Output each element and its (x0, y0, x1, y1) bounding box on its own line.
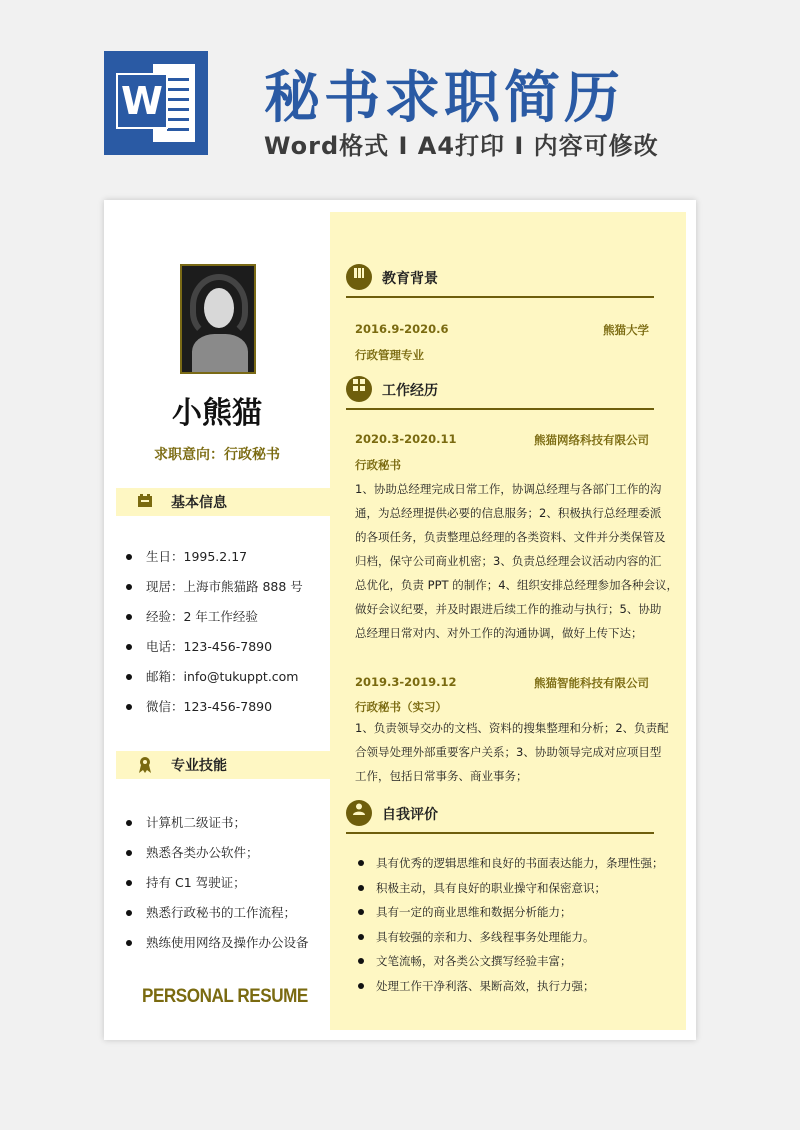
work-header (346, 376, 654, 410)
job-description (355, 716, 669, 788)
avatar (180, 264, 256, 374)
info-email: 邮箱：info@tukuppt.com (122, 662, 303, 692)
job-line: 归档，保守公司商业机密；3、负责总经理会议活动内容的汇 (355, 554, 662, 568)
education-row (355, 322, 649, 336)
self-eval-header (346, 800, 654, 834)
basic-info-list (122, 542, 303, 722)
graduation-icon (346, 264, 372, 290)
job-company: 熊猫网络科技有限公司 (534, 433, 649, 447)
job-position: 行政秘书（实习） (355, 700, 447, 714)
resume-page (104, 200, 696, 1040)
skill-item: 计算机二级证书； (122, 808, 309, 838)
info-wechat: 微信：123-456-7890 (122, 692, 303, 722)
id-card-icon (136, 493, 154, 511)
job-description (355, 477, 679, 645)
job-row (355, 675, 649, 689)
job-line: 1、负责领导交办的文档、资料的搜集整理和分析；2、负责配 (355, 721, 669, 735)
person-icon (346, 800, 372, 826)
skill-item: 持有 C1 驾驶证； (122, 868, 309, 898)
banner-title: 秘书求职简历 (264, 66, 624, 131)
job-period: 2020.3-2020.11 (355, 432, 457, 446)
self-eval-title: 自我评价 (382, 807, 438, 823)
job-intent: 求职意向：行政秘书 (154, 447, 280, 463)
job-position: 行政秘书 (355, 458, 401, 472)
self-eval-list (354, 851, 664, 998)
job-company: 熊猫智能科技有限公司 (534, 676, 649, 690)
skill-item: 熟练使用网络及操作办公设备 (122, 928, 309, 958)
skills-header (116, 751, 330, 779)
info-birthday: 生日：1995.2.17 (122, 542, 303, 572)
self-eval-item: 积极主动，具有良好的职业操守和保密意识； (354, 876, 664, 901)
briefcase-grid-icon (346, 376, 372, 402)
education-title: 教育背景 (382, 271, 438, 287)
info-experience: 经验：2 年工作经验 (122, 602, 303, 632)
word-letter: W (116, 73, 168, 129)
candidate-name: 小熊猫 (172, 396, 262, 431)
skills-list (122, 808, 309, 958)
job-line: 总优化，负责 PPT 的制作；4、组织安排总经理参加各种会议， (355, 578, 679, 592)
job-line: 1、协助总经理完成日常工作，协调总经理与各部门工作的沟 (355, 482, 662, 496)
basic-info-header (116, 488, 330, 516)
skills-title: 专业技能 (171, 758, 227, 774)
education-header (346, 264, 654, 298)
basic-info-title: 基本信息 (171, 495, 227, 511)
skill-item: 熟悉各类办公软件； (122, 838, 309, 868)
self-eval-item: 具有优秀的逻辑思维和良好的书面表达能力，条理性强； (354, 851, 664, 876)
education-school: 熊猫大学 (603, 323, 649, 337)
job-line: 通，为总经理提供必要的信息服务；2、积极执行总经理委派 (355, 506, 662, 520)
self-eval-item: 处理工作干净利落、果断高效，执行力强； (354, 974, 664, 999)
job-line: 工作，包括日常事务、商业事务； (355, 769, 528, 783)
education-period: 2016.9-2020.6 (355, 322, 449, 336)
info-address: 现居：上海市熊猫路 888 号 (122, 572, 303, 602)
skill-item: 熟悉行政秘书的工作流程； (122, 898, 309, 928)
info-phone: 电话：123-456-7890 (122, 632, 303, 662)
job-row (355, 432, 649, 446)
job-line: 的各项任务，负责整理总经理的各类资料、文件并分类保管及 (355, 530, 666, 544)
education-major: 行政管理专业 (355, 348, 424, 362)
self-eval-item: 具有较强的亲和力、多线程事务处理能力。 (354, 925, 664, 950)
personal-resume-label: PERSONAL RESUME (142, 986, 308, 1007)
word-logo-icon (104, 51, 208, 155)
self-eval-item: 具有一定的商业思维和数据分析能力； (354, 900, 664, 925)
job-period: 2019.3-2019.12 (355, 675, 457, 689)
work-title: 工作经历 (382, 383, 438, 399)
banner-subtitle: Word格式 I A4打印 I 内容可修改 (264, 132, 659, 160)
self-eval-item: 文笔流畅，对各类公文撰写经验丰富； (354, 949, 664, 974)
medal-icon (136, 756, 154, 774)
job-line: 做好会议纪要，并及时跟进后续工作的推动与执行；5、协助 (355, 602, 662, 616)
job-line: 总经理日常对内、对外工作的沟通协调，做好上传下达； (355, 626, 643, 640)
job-line: 合领导处理外部重要客户关系；3、协助领导完成对应项目型 (355, 745, 662, 759)
